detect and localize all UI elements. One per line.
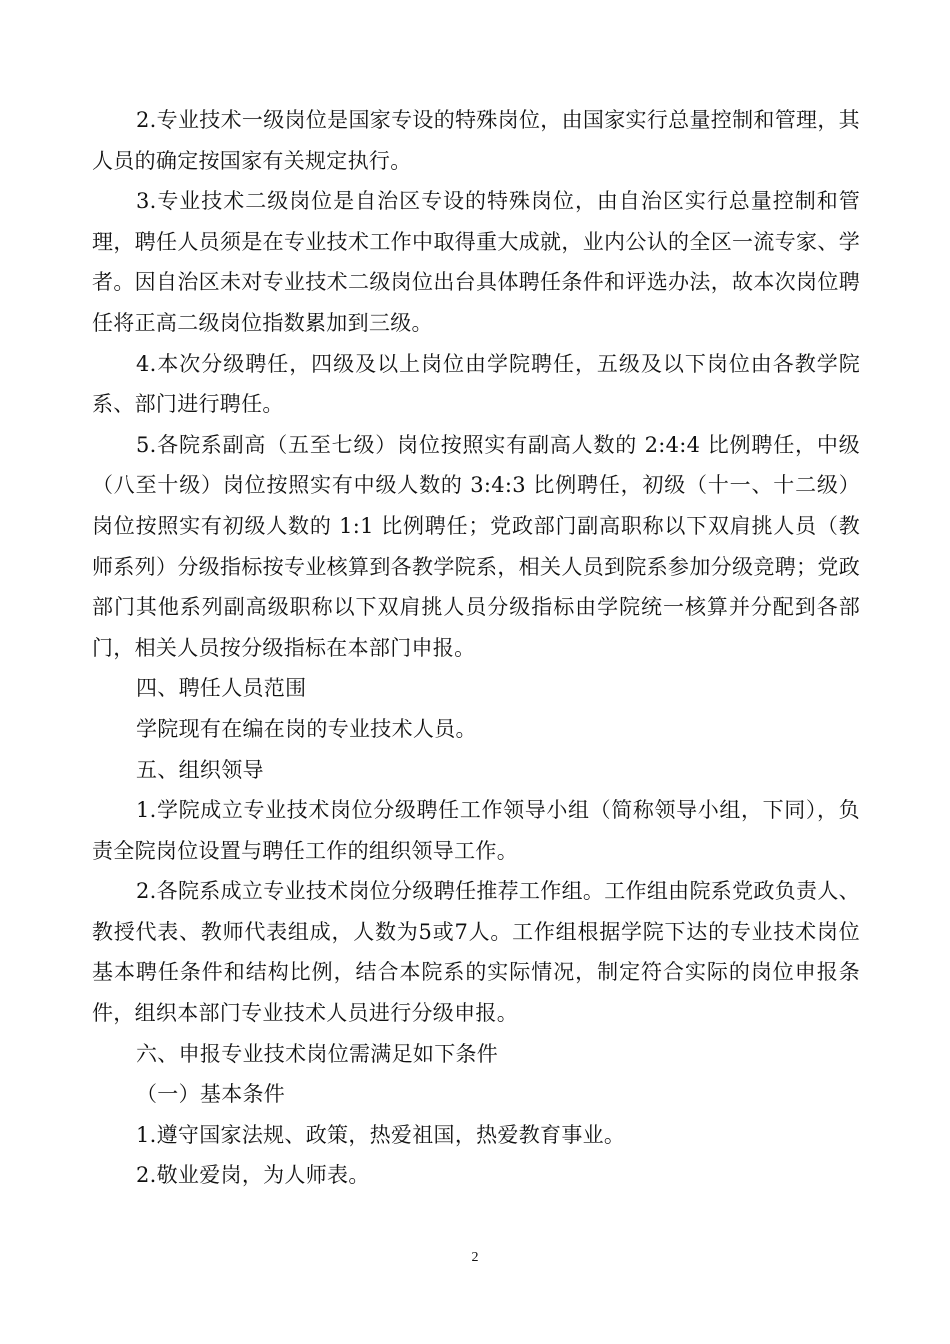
page-number: 2 <box>471 1250 479 1265</box>
paragraph-level1-national-post: 2.专业技术一级岗位是国家专设的特殊岗位，由国家实行总量控制和管理，其人员的确定按国家有关规定执行。 <box>92 108 860 173</box>
document-body <box>92 100 860 1196</box>
subsection-heading-basic-conditions: （一）基本条件 <box>136 1082 286 1107</box>
paragraph-condition-2: 2.敬业爱岗，为人师表。 <box>136 1163 370 1188</box>
section-heading-application-conditions: 六、申报专业技术岗位需满足如下条件 <box>136 1041 499 1066</box>
section-heading-organization: 五、组织领导 <box>136 757 264 782</box>
paragraph-working-group: 2.各院系成立专业技术岗位分级聘任推荐工作组。工作组由院系党政负责人、教授代表、教师代表组成，人数为5或7人。工作组根据学院下达的专业技术岗位基本聘任条件和结构比例，结合本院系的实际情况，制定符合实际的岗位申报条件，组织本部门专业技术人员进行分级申报。 <box>92 879 860 1026</box>
section-heading-personnel-scope: 四、聘任人员范围 <box>136 676 307 701</box>
paragraph-ratio-rules: 5.各院系副高（五至七级）岗位按照实有副高人数的 2:4:4 比例聘任，中级（八至十级）岗位按照实有中级人数的 3:4:3 比例聘任，初级（十一、十二级）岗位按照实有初级人数的 1:1 比例聘任；党政部门副高职称以下双肩挑人员（教师系列）分级指标按专业核算到各教学院系，相关人员到院系参加分级竞聘；党政部门其他系列副高级职称以下双肩挑人员分级指标由学院统一核算并分配到各部门，相关人员按分级指标在本部门申报。 <box>92 432 860 660</box>
paragraph-condition-1: 1.遵守国家法规、政策，热爱祖国，热爱教育事业。 <box>136 1122 626 1147</box>
paragraph-appointment-authority: 4.本次分级聘任，四级及以上岗位由学院聘任，五级及以下岗位由各教学院系、部门进行聘任。 <box>92 351 860 417</box>
paragraph-level2-regional-post: 3.专业技术二级岗位是自治区专设的特殊岗位，由自治区实行总量控制和管理，聘任人员须是在专业技术工作中取得重大成就，业内公认的全区一流专家、学者。因自治区未对专业技术二级岗位出台具体聘任条件和评选办法，故本次岗位聘任将正高二级岗位指数累加到三级。 <box>92 189 860 335</box>
paragraph-personnel-scope: 学院现有在编在岗的专业技术人员。 <box>136 716 477 741</box>
paragraph-leadership-group: 1.学院成立专业技术岗位分级聘任工作领导小组（简称领导小组，下同），负责全院岗位设置与聘任工作的组织领导工作。 <box>92 798 860 863</box>
